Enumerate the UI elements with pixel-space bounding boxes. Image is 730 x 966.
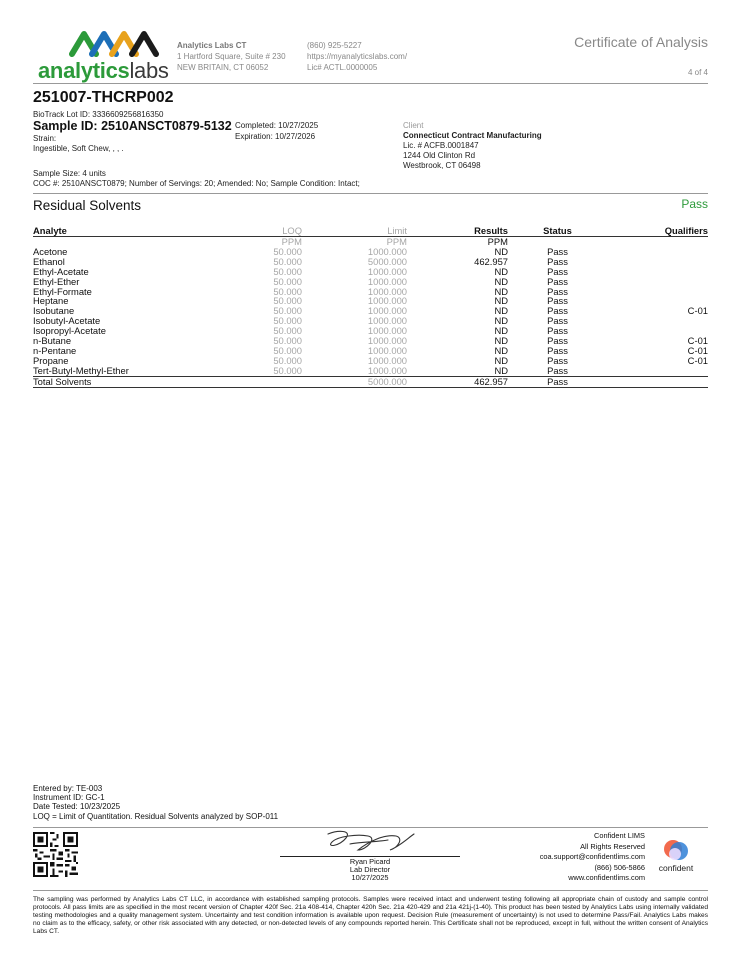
result-cell: ND [494, 364, 508, 376]
dates-block [235, 121, 318, 142]
document-title: Certificate of Analysis [574, 34, 708, 50]
loq-cell: 50.000 [273, 364, 302, 376]
status-cell: Pass [547, 275, 568, 287]
total-qualifier-cell [607, 376, 708, 387]
instrument-id: Instrument ID: GC-1 [33, 793, 105, 803]
total-analyte-cell: Total Solvents [33, 376, 238, 387]
disclaimer-text: The sampling was performed by Analytics Labs CT LLC, in accordance with established sampling protocols. Samples were received intact and underwent testing following all appropriate chain of custody and sample control protocols. All pass limits are as specified in the most recent version of Chapter 420f Sec. 21a 408-414, Chapter 420h Sec. 21a 420-429 and 21a 421j-(1-40). This product has been tested by Analytics Labs using internally validated testing methodologies and a quality management system. Uncertainty and test condition information is available upon request. Decision Rule (measurement of uncertainty) is not used to determine Pass/Fail. Analytics Labs makes no claim as to the efficacy, safety, or other risk associated with any detected, or non-detected levels of any compounds reported herein. This Certificate shall not be reproduced, except in full, without the written consent of Analytics Labs CT. [33, 896, 708, 935]
header-analyte: Analyte [33, 225, 238, 237]
limit-cell: 1000.000 [367, 325, 407, 337]
page-number: 4 of 4 [687, 68, 708, 77]
loq-cell: 50.000 [273, 295, 302, 307]
result-cell: ND [494, 265, 508, 277]
biotrack-lot-id: BioTrack Lot ID: 3336609256816350 [33, 110, 164, 119]
table-header-row [33, 225, 708, 237]
total-result-cell: 462.957 [407, 376, 508, 387]
qualifier-cell: C-01 [687, 354, 708, 366]
status-cell: Pass [547, 325, 568, 337]
table-row [33, 366, 708, 376]
status-cell: Pass [547, 354, 568, 366]
lims-name: Confident LIMS [594, 831, 645, 840]
limit-cell: 1000.000 [367, 275, 407, 287]
lab-address-line1: 1 Hartford Square, Suite # 230 [177, 52, 286, 61]
lab-name: Analytics Labs CT [177, 41, 247, 50]
loq-note: LOQ = Limit of Quantitation. Residual Solvents analyzed by SOP-011 [33, 811, 279, 821]
analyte-cell: Isobutane [33, 305, 75, 317]
loq-cell: 50.000 [273, 344, 302, 356]
status-cell: Pass [547, 285, 568, 297]
qualifier-cell [607, 316, 708, 326]
result-cell: ND [494, 325, 508, 337]
total-row [33, 376, 708, 387]
coc-info: COC #: 2510ANSCT0879; Number of Servings: 20; Amended: No; Sample Condition: Intact; [33, 178, 360, 188]
sample-size: Sample Size: 4 units [33, 169, 106, 178]
limit-cell: 1000.000 [367, 305, 407, 317]
client-address-line2: Westbrook, CT 06498 [403, 161, 481, 170]
result-cell: 462.957 [474, 255, 508, 267]
header-qualifiers: Qualifiers [607, 225, 708, 237]
analytics-labs-logo [38, 28, 169, 86]
limit-cell: 1000.000 [367, 245, 407, 257]
header-results: Results [407, 225, 508, 237]
result-cell: ND [494, 305, 508, 317]
lims-phone: (866) 506-5866 [594, 862, 645, 872]
client-block [403, 121, 542, 171]
result-cell: ND [494, 285, 508, 297]
unit-loq: PPM [281, 236, 302, 247]
lab-address-line2: NEW BRITAIN, CT 06052 [177, 63, 269, 72]
lab-license: Lic# ACTL.0000005 [307, 63, 378, 72]
section-divider [33, 193, 708, 194]
strain-value: Ingestible, Soft Chew, , , . [33, 143, 124, 153]
date-tested: Date Tested: 10/23/2025 [33, 802, 121, 812]
client-license: Lic. # ACFB.0001847 [403, 141, 479, 150]
total-loq-cell [238, 376, 302, 387]
result-cell: ND [494, 295, 508, 307]
qualifier-cell: C-01 [687, 344, 708, 356]
total-limit-cell: 5000.000 [302, 376, 407, 387]
disclaimer-divider [33, 890, 708, 891]
client-name: Connecticut Contract Manufacturing [403, 131, 542, 140]
analyte-cell: Ethyl-Formate [33, 285, 92, 297]
limit-cell: 5000.000 [367, 255, 407, 267]
results-table [33, 225, 708, 388]
result-cell: ND [494, 354, 508, 366]
analyte-cell: Tert-Butyl-Methyl-Ether [33, 364, 129, 376]
limit-cell: 1000.000 [367, 265, 407, 277]
qr-code-icon[interactable] [33, 832, 78, 877]
loq-cell: 50.000 [273, 315, 302, 327]
section-title: Residual Solvents [33, 198, 142, 213]
loq-cell: 50.000 [273, 265, 302, 277]
lims-website[interactable]: www.confidentlims.com [568, 873, 645, 882]
unit-results: PPM [487, 236, 508, 247]
entered-by: Entered by: TE-003 [33, 784, 103, 793]
signer-name: Ryan Picard [349, 857, 391, 866]
total-status-cell: Pass [508, 376, 607, 387]
status-cell: Pass [547, 364, 568, 376]
logo-mark-icon [68, 28, 168, 58]
header-status: Status [508, 225, 607, 237]
limit-cell: 1000.000 [367, 364, 407, 376]
status-cell: Pass [547, 344, 568, 356]
qualifier-cell: C-01 [687, 305, 708, 317]
result-cell: ND [494, 315, 508, 327]
client-address-line1: 1244 Old Clinton Rd [403, 151, 476, 160]
lab-phone: (860) 925-5227 [307, 41, 362, 50]
analyte-cell: n-Pentane [33, 344, 77, 356]
analyte-cell: Ethanol [33, 255, 65, 267]
analyte-cell: n-Butane [33, 335, 72, 347]
lab-info [177, 40, 286, 73]
qualifier-cell [607, 257, 708, 267]
sample-id: Sample ID: 2510ANSCT0879-5132 [33, 119, 232, 133]
qualifier-cell [607, 267, 708, 277]
strain-info [33, 134, 124, 153]
status-cell: Pass [547, 335, 568, 347]
analyte-cell: Ethyl-Ether [33, 275, 80, 287]
logo-wordmark: analyticslabs [38, 58, 169, 83]
loq-cell: 50.000 [273, 354, 302, 366]
expiration-date: Expiration: 10/27/2026 [235, 131, 316, 141]
result-cell: ND [494, 335, 508, 347]
status-cell: Pass [547, 315, 568, 327]
unit-limit: PPM [386, 236, 407, 247]
analyte-cell: Isopropyl-Acetate [33, 325, 106, 337]
loq-cell: 50.000 [273, 305, 302, 317]
limit-cell: 1000.000 [367, 315, 407, 327]
qualifier-cell [607, 247, 708, 257]
section-status-badge: Pass [681, 197, 708, 211]
loq-cell: 50.000 [273, 335, 302, 347]
strain-label: Strain: [33, 134, 57, 143]
lims-email[interactable]: coa.support@confidentlims.com [539, 852, 645, 861]
lims-info [520, 831, 645, 884]
limit-cell: 1000.000 [367, 295, 407, 307]
header-divider [33, 83, 708, 84]
loq-cell: 50.000 [273, 275, 302, 287]
status-cell: Pass [547, 255, 568, 267]
result-cell: ND [494, 344, 508, 356]
analyte-cell: Isobutyl-Acetate [33, 315, 101, 327]
lims-rights: All Rights Reserved [580, 841, 645, 851]
header-limit: Limit [302, 225, 407, 237]
qualifier-cell [607, 287, 708, 297]
sample-size-block [33, 169, 360, 188]
batch-id: 251007-THCRP002 [33, 89, 174, 106]
limit-cell: 1000.000 [367, 335, 407, 347]
analyte-cell: Ethyl-Acetate [33, 265, 89, 277]
lab-website[interactable]: https://myanalyticslabs.com/ [307, 52, 408, 61]
loq-cell: 50.000 [273, 285, 302, 297]
limit-cell: 1000.000 [367, 344, 407, 356]
lab-contact [307, 40, 407, 73]
confident-logo-text: confident [658, 863, 694, 873]
signed-date: 10/27/2025 [351, 873, 389, 882]
status-cell: Pass [547, 245, 568, 257]
completed-date: Completed: 10/27/2025 [235, 121, 319, 130]
loq-cell: 50.000 [273, 245, 302, 257]
analyte-cell: Heptane [33, 295, 69, 307]
analyte-cell: Propane [33, 354, 69, 366]
qualifier-cell [607, 366, 708, 376]
test-notes [33, 784, 278, 821]
status-cell: Pass [547, 265, 568, 277]
signer-title: Lab Director [349, 865, 391, 874]
qualifier-cell: C-01 [687, 335, 708, 347]
limit-cell: 1000.000 [367, 285, 407, 297]
result-cell: ND [494, 275, 508, 287]
qualifier-cell [607, 277, 708, 287]
signer-info [280, 858, 460, 882]
status-cell: Pass [547, 295, 568, 307]
header-loq: LOQ [238, 225, 302, 237]
loq-cell: 50.000 [273, 325, 302, 337]
client-label: Client [403, 121, 424, 130]
loq-cell: 50.000 [273, 255, 302, 267]
limit-cell: 1000.000 [367, 354, 407, 366]
status-cell: Pass [547, 305, 568, 317]
result-cell: ND [494, 245, 508, 257]
analyte-cell: Acetone [33, 245, 68, 257]
